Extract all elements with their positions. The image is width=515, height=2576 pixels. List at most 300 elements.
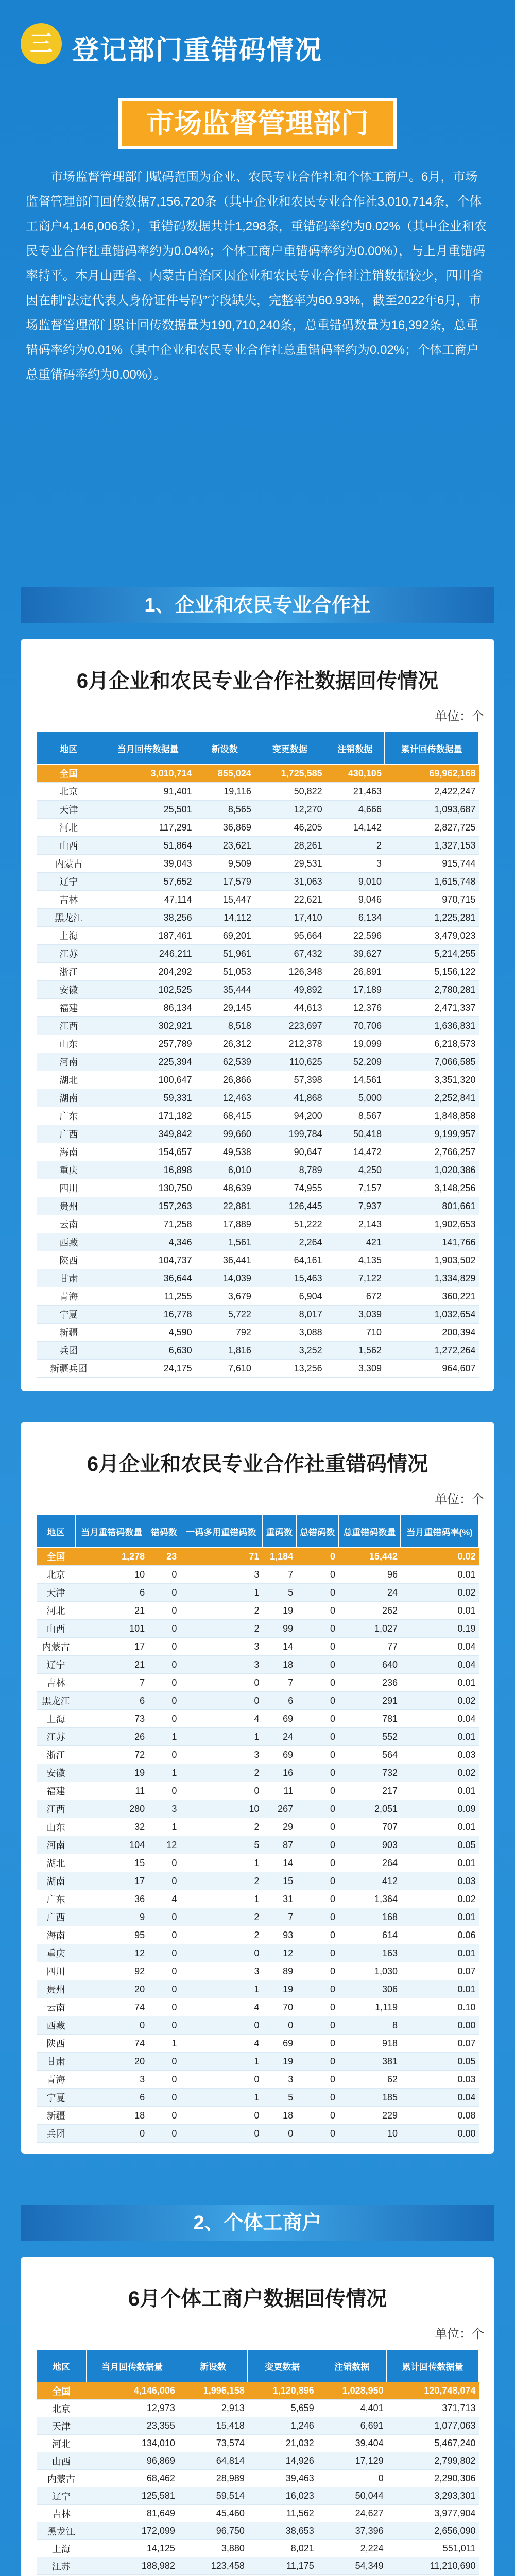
value-cell: 1,030	[338, 1962, 401, 1980]
value-cell: 14	[262, 1854, 296, 1872]
region-cell: 广东	[37, 1107, 101, 1125]
value-cell: 1,077,063	[387, 2417, 479, 2435]
value-cell: 70,706	[325, 1017, 385, 1035]
value-cell: 8,565	[195, 801, 254, 819]
table-row	[37, 1710, 479, 1728]
table-row	[37, 1782, 479, 1800]
value-cell: 16	[262, 1764, 296, 1782]
value-cell: 19	[262, 1602, 296, 1620]
value-cell: 3,309	[325, 1360, 385, 1378]
column-header: 总重错码数量	[338, 1515, 401, 1548]
value-cell: 3	[325, 855, 385, 873]
value-cell: 57,398	[254, 1071, 325, 1089]
value-cell: 0	[296, 1818, 338, 1836]
value-cell: 22,881	[195, 1197, 254, 1215]
value-cell: 0	[296, 1764, 338, 1782]
table-row	[37, 1179, 479, 1197]
value-cell: 45,460	[178, 2505, 248, 2522]
value-cell: 0	[296, 1890, 338, 1908]
t2-table	[36, 1515, 479, 2143]
value-cell: 23	[148, 1548, 180, 1566]
region-cell: 山东	[37, 1035, 101, 1053]
value-cell: 26,866	[195, 1071, 254, 1089]
column-header: 累计回传数据量	[387, 2350, 479, 2382]
region-cell: 广西	[37, 1125, 101, 1143]
value-cell: 17,189	[325, 981, 385, 999]
region-cell: 辽宁	[37, 2487, 87, 2505]
value-cell: 74	[76, 2035, 148, 2053]
value-cell: 0.02	[401, 1584, 479, 1602]
value-cell: 15	[76, 1854, 148, 1872]
region-cell: 江西	[37, 1017, 101, 1035]
table-row	[37, 1890, 479, 1908]
value-cell: 1,119	[338, 1998, 401, 2016]
value-cell: 5	[180, 1836, 262, 1854]
value-cell: 39,404	[317, 2435, 387, 2452]
region-cell: 山西	[37, 2452, 87, 2470]
value-cell: 8,567	[325, 1107, 385, 1125]
value-cell: 19	[262, 1980, 296, 1998]
value-cell: 0	[296, 2125, 338, 2143]
value-cell: 5,467,240	[387, 2435, 479, 2452]
region-cell: 江西	[37, 1800, 76, 1818]
value-cell: 74,955	[254, 1179, 325, 1197]
value-cell: 306	[338, 1980, 401, 1998]
value-cell: 0	[180, 2071, 262, 2089]
region-cell: 青海	[37, 2071, 76, 2089]
value-cell: 0	[296, 1800, 338, 1818]
value-cell: 125,581	[86, 2487, 178, 2505]
table-row	[37, 2540, 479, 2557]
column-header: 注销数据	[317, 2350, 387, 2382]
value-cell: 94,200	[254, 1107, 325, 1125]
value-cell: 4,135	[325, 1251, 385, 1269]
region-cell: 西藏	[37, 2016, 76, 2035]
value-cell: 6,630	[101, 1342, 195, 1360]
value-cell: 25,501	[101, 801, 195, 819]
value-cell: 4	[180, 1710, 262, 1728]
value-cell: 2,143	[325, 1215, 385, 1233]
value-cell: 236	[338, 1674, 401, 1692]
column-header: 地区	[37, 1515, 76, 1548]
region-cell: 河北	[37, 2435, 87, 2452]
value-cell: 246,211	[101, 945, 195, 963]
value-cell: 8,021	[248, 2540, 317, 2557]
value-cell: 15	[262, 1872, 296, 1890]
value-cell: 0	[296, 1692, 338, 1710]
value-cell: 430,105	[325, 765, 385, 783]
value-cell: 19	[76, 1764, 148, 1782]
value-cell: 1	[180, 1854, 262, 1872]
value-cell: 640	[338, 1656, 401, 1674]
value-cell: 0	[148, 1584, 180, 1602]
value-cell: 915,744	[385, 855, 479, 873]
value-cell: 0	[148, 1962, 180, 1980]
value-cell: 6	[76, 2089, 148, 2107]
value-cell: 0.01	[401, 1854, 479, 1872]
value-cell: 51,961	[195, 945, 254, 963]
t2-unit: 单位：个	[435, 1493, 484, 1506]
value-cell: 62	[338, 2071, 401, 2089]
value-cell: 10	[180, 1800, 262, 1818]
value-cell: 48,639	[195, 1179, 254, 1197]
value-cell: 1,725,585	[254, 765, 325, 783]
table-row	[37, 2505, 479, 2522]
value-cell: 130,750	[101, 1179, 195, 1197]
region-cell: 兵团	[37, 1342, 101, 1360]
value-cell: 970,715	[385, 891, 479, 909]
value-cell: 17,410	[254, 909, 325, 927]
value-cell: 49,892	[254, 981, 325, 999]
value-cell: 0	[296, 1710, 338, 1728]
region-cell: 云南	[37, 1215, 101, 1233]
value-cell: 0	[180, 1944, 262, 1962]
value-cell: 69	[262, 2035, 296, 2053]
region-cell: 新疆	[37, 2107, 76, 2125]
value-cell: 0	[296, 1728, 338, 1746]
value-cell: 24,627	[317, 2505, 387, 2522]
value-cell: 16,898	[101, 1161, 195, 1179]
value-cell: 90,647	[254, 1143, 325, 1161]
value-cell: 1,902,653	[385, 1215, 479, 1233]
value-cell: 2,051	[338, 1800, 401, 1818]
value-cell: 36,441	[195, 1251, 254, 1269]
value-cell: 188,982	[86, 2557, 178, 2575]
value-cell: 0.04	[401, 1638, 479, 1656]
region-cell: 安徽	[37, 981, 101, 999]
value-cell: 7	[262, 1566, 296, 1584]
value-cell: 0.01	[401, 1566, 479, 1584]
value-cell: 95,664	[254, 927, 325, 945]
value-cell: 381	[338, 2053, 401, 2071]
region-cell: 全国	[37, 1548, 76, 1566]
value-cell: 3	[180, 1566, 262, 1584]
value-cell: 14,561	[325, 1071, 385, 1089]
region-cell: 黑龙江	[37, 2522, 87, 2540]
value-cell: 21,463	[325, 783, 385, 801]
value-cell: 223,697	[254, 1017, 325, 1035]
value-cell: 9,046	[325, 891, 385, 909]
table-row	[37, 963, 479, 981]
table-row	[37, 1962, 479, 1980]
column-header: 新设数	[195, 732, 254, 765]
region-cell: 广东	[37, 1890, 76, 1908]
value-cell: 21,032	[248, 2435, 317, 2452]
value-cell: 172,099	[86, 2522, 178, 2540]
value-cell: 0.02	[401, 1548, 479, 1566]
value-cell: 0	[296, 1872, 338, 1890]
value-cell: 0	[180, 1692, 262, 1710]
value-cell: 2,656,090	[387, 2522, 479, 2540]
value-cell: 360,221	[385, 1287, 479, 1306]
value-cell: 57,652	[101, 873, 195, 891]
region-cell: 吉林	[37, 1674, 76, 1692]
value-cell: 1,184	[262, 1548, 296, 1566]
value-cell: 2	[325, 837, 385, 855]
table-row	[37, 1071, 479, 1089]
region-cell: 浙江	[37, 1746, 76, 1764]
t2-title: 6月企业和农民专业合作社重错码情况	[87, 1453, 428, 1476]
region-cell: 广西	[37, 1908, 76, 1926]
value-cell: 614	[338, 1926, 401, 1944]
value-cell: 100,647	[101, 1071, 195, 1089]
value-cell: 14	[262, 1638, 296, 1656]
value-cell: 0	[296, 1566, 338, 1584]
value-cell: 18	[262, 1656, 296, 1674]
value-cell: 3	[180, 1656, 262, 1674]
column-header: 当月重错码率(%)	[401, 1515, 479, 1548]
value-cell: 2,264	[254, 1233, 325, 1251]
value-cell: 2,766,257	[385, 1143, 479, 1161]
value-cell: 38,653	[248, 2522, 317, 2540]
region-cell: 北京	[37, 2400, 87, 2417]
value-cell: 50,044	[317, 2487, 387, 2505]
table-row	[37, 1980, 479, 1998]
value-cell: 3	[180, 1962, 262, 1980]
value-cell: 12,463	[195, 1089, 254, 1107]
value-cell: 0	[148, 2071, 180, 2089]
table-row	[37, 1836, 479, 1854]
value-cell: 23,355	[86, 2417, 178, 2435]
region-cell: 山西	[37, 1620, 76, 1638]
table-row	[37, 891, 479, 909]
value-cell: 0.07	[401, 2035, 479, 2053]
table-row	[37, 2125, 479, 2143]
value-cell: 4,666	[325, 801, 385, 819]
value-cell: 12,376	[325, 999, 385, 1017]
value-cell: 12	[262, 1944, 296, 1962]
value-cell: 3,679	[195, 1287, 254, 1306]
value-cell: 302,921	[101, 1017, 195, 1035]
value-cell: 52,209	[325, 1053, 385, 1071]
value-cell: 20	[76, 2053, 148, 2071]
value-cell: 171,182	[101, 1107, 195, 1125]
region-cell: 吉林	[37, 891, 101, 909]
value-cell: 0	[296, 1836, 338, 1854]
value-cell: 20	[76, 1980, 148, 1998]
value-cell: 99	[262, 1620, 296, 1638]
value-cell: 10	[338, 2125, 401, 2143]
table-row	[37, 801, 479, 819]
value-cell: 964,607	[385, 1360, 479, 1378]
value-cell: 0	[296, 1980, 338, 1998]
value-cell: 15,418	[178, 2417, 248, 2435]
table-row	[37, 1872, 479, 1890]
region-cell: 黑龙江	[37, 909, 101, 927]
value-cell: 9,010	[325, 873, 385, 891]
value-cell: 62,539	[195, 1053, 254, 1071]
table-row	[37, 1926, 479, 1944]
value-cell: 93	[262, 1926, 296, 1944]
value-cell: 0	[296, 1926, 338, 1944]
value-cell: 11,562	[248, 2505, 317, 2522]
table-row	[37, 2435, 479, 2452]
region-cell: 黑龙江	[37, 1692, 76, 1710]
value-cell: 3	[148, 1800, 180, 1818]
column-header: 变更数据	[254, 732, 325, 765]
value-cell: 6,010	[195, 1161, 254, 1179]
region-cell: 重庆	[37, 1944, 76, 1962]
value-cell: 0	[296, 1782, 338, 1800]
table-row	[37, 2417, 479, 2435]
value-cell: 0	[296, 1962, 338, 1980]
value-cell: 6,691	[317, 2417, 387, 2435]
value-cell: 0	[148, 2089, 180, 2107]
value-cell: 0	[180, 2125, 262, 2143]
value-cell: 17,579	[195, 873, 254, 891]
value-cell: 12	[76, 1944, 148, 1962]
region-cell: 贵州	[37, 1197, 101, 1215]
region-cell: 重庆	[37, 1161, 101, 1179]
table-row	[37, 2071, 479, 2089]
table-row	[37, 2035, 479, 2053]
value-cell: 0.04	[401, 1710, 479, 1728]
department-label-text: 市场监督管理部门	[146, 108, 369, 139]
value-cell: 2,290,306	[387, 2470, 479, 2487]
value-cell: 26,891	[325, 963, 385, 981]
value-cell: 4	[180, 2035, 262, 2053]
value-cell: 59,331	[101, 1089, 195, 1107]
value-cell: 2	[180, 1602, 262, 1620]
table-row	[37, 1089, 479, 1107]
region-cell: 新疆	[37, 1324, 101, 1342]
table-row	[37, 1818, 479, 1836]
value-cell: 1,327,153	[385, 837, 479, 855]
value-cell: 2	[180, 1908, 262, 1926]
value-cell: 5,000	[325, 1089, 385, 1107]
value-cell: 8,518	[195, 1017, 254, 1035]
region-cell: 河南	[37, 1836, 76, 1854]
region-cell: 海南	[37, 1926, 76, 1944]
value-cell: 2	[180, 1872, 262, 1890]
region-cell: 全国	[37, 765, 101, 783]
value-cell: 11	[76, 1782, 148, 1800]
value-cell: 187,461	[101, 927, 195, 945]
table-row	[37, 2016, 479, 2035]
value-cell: 49,538	[195, 1143, 254, 1161]
value-cell: 6	[76, 1584, 148, 1602]
table-row	[37, 1233, 479, 1251]
value-cell: 7	[76, 1674, 148, 1692]
value-cell: 29	[262, 1818, 296, 1836]
value-cell: 3,351,320	[385, 1071, 479, 1089]
region-cell: 安徽	[37, 1764, 76, 1782]
section-individual-title: 2、个体工商户	[193, 2212, 322, 2234]
value-cell: 73,574	[178, 2435, 248, 2452]
value-cell: 50,418	[325, 1125, 385, 1143]
value-cell: 349,842	[101, 1125, 195, 1143]
value-cell: 1,615,748	[385, 873, 479, 891]
table-row	[37, 1125, 479, 1143]
value-cell: 0	[148, 1602, 180, 1620]
t3-table	[36, 2349, 479, 2576]
value-cell: 0	[180, 2016, 262, 2035]
region-cell: 上海	[37, 927, 101, 945]
value-cell: 0	[148, 2053, 180, 2071]
region-cell: 河南	[37, 1053, 101, 1071]
t3-unit: 单位：个	[435, 2327, 484, 2341]
value-cell: 0	[180, 2107, 262, 2125]
value-cell: 551,011	[387, 2540, 479, 2557]
value-cell: 0	[296, 1638, 338, 1656]
value-cell: 96,750	[178, 2522, 248, 2540]
value-cell: 0.01	[401, 1944, 479, 1962]
value-cell: 4,590	[101, 1324, 195, 1342]
value-cell: 22,596	[325, 927, 385, 945]
value-cell: 6	[262, 1692, 296, 1710]
region-cell: 湖南	[37, 1872, 76, 1890]
value-cell: 64,814	[178, 2452, 248, 2470]
value-cell: 0	[76, 2016, 148, 2035]
value-cell: 31	[262, 1890, 296, 1908]
value-cell: 36,869	[195, 819, 254, 837]
value-cell: 14,125	[86, 2540, 178, 2557]
value-cell: 262	[338, 1602, 401, 1620]
value-cell: 77	[338, 1638, 401, 1656]
region-cell: 福建	[37, 999, 101, 1017]
value-cell: 50,822	[254, 783, 325, 801]
table-row	[37, 1998, 479, 2016]
value-cell: 3,088	[254, 1324, 325, 1342]
value-cell: 29,531	[254, 855, 325, 873]
region-cell: 北京	[37, 783, 101, 801]
value-cell: 18	[262, 2107, 296, 2125]
value-cell: 96,869	[86, 2452, 178, 2470]
value-cell: 68,415	[195, 1107, 254, 1125]
value-cell: 0	[148, 2016, 180, 2035]
value-cell: 0	[148, 1566, 180, 1584]
value-cell: 51,053	[195, 963, 254, 981]
value-cell: 126,348	[254, 963, 325, 981]
column-header: 注销数据	[325, 732, 385, 765]
value-cell: 3,293,301	[387, 2487, 479, 2505]
value-cell: 2,827,725	[385, 819, 479, 837]
region-cell: 云南	[37, 1998, 76, 2016]
value-cell: 1,636,831	[385, 1017, 479, 1035]
region-cell: 海南	[37, 1143, 101, 1161]
value-cell: 69	[262, 1710, 296, 1728]
value-cell: 7	[262, 1908, 296, 1926]
region-cell: 青海	[37, 1287, 101, 1306]
value-cell: 280	[76, 1800, 148, 1818]
region-cell: 内蒙古	[37, 855, 101, 873]
value-cell: 0	[148, 1908, 180, 1926]
value-cell: 6	[76, 1692, 148, 1710]
table-row	[37, 1035, 479, 1053]
value-cell: 14,926	[248, 2452, 317, 2470]
value-cell: 0	[180, 1674, 262, 1692]
value-cell: 0.10	[401, 1998, 479, 2016]
total-row	[37, 1548, 479, 1566]
value-cell: 0	[148, 1692, 180, 1710]
value-cell: 134,010	[86, 2435, 178, 2452]
value-cell: 5,659	[248, 2400, 317, 2417]
value-cell: 0	[148, 1620, 180, 1638]
value-cell: 70	[262, 1998, 296, 2016]
value-cell: 11,255	[101, 1287, 195, 1306]
value-cell: 24,175	[101, 1360, 195, 1378]
region-cell: 甘肃	[37, 1269, 101, 1287]
value-cell: 3,880	[178, 2540, 248, 2557]
value-cell: 225,394	[101, 1053, 195, 1071]
value-cell: 5,722	[195, 1306, 254, 1324]
table-row	[37, 1566, 479, 1584]
value-cell: 1,120,896	[248, 2382, 317, 2400]
value-cell: 1,225,281	[385, 909, 479, 927]
value-cell: 0	[296, 2016, 338, 2035]
value-cell: 2	[180, 1620, 262, 1638]
value-cell: 0.00	[401, 2016, 479, 2035]
